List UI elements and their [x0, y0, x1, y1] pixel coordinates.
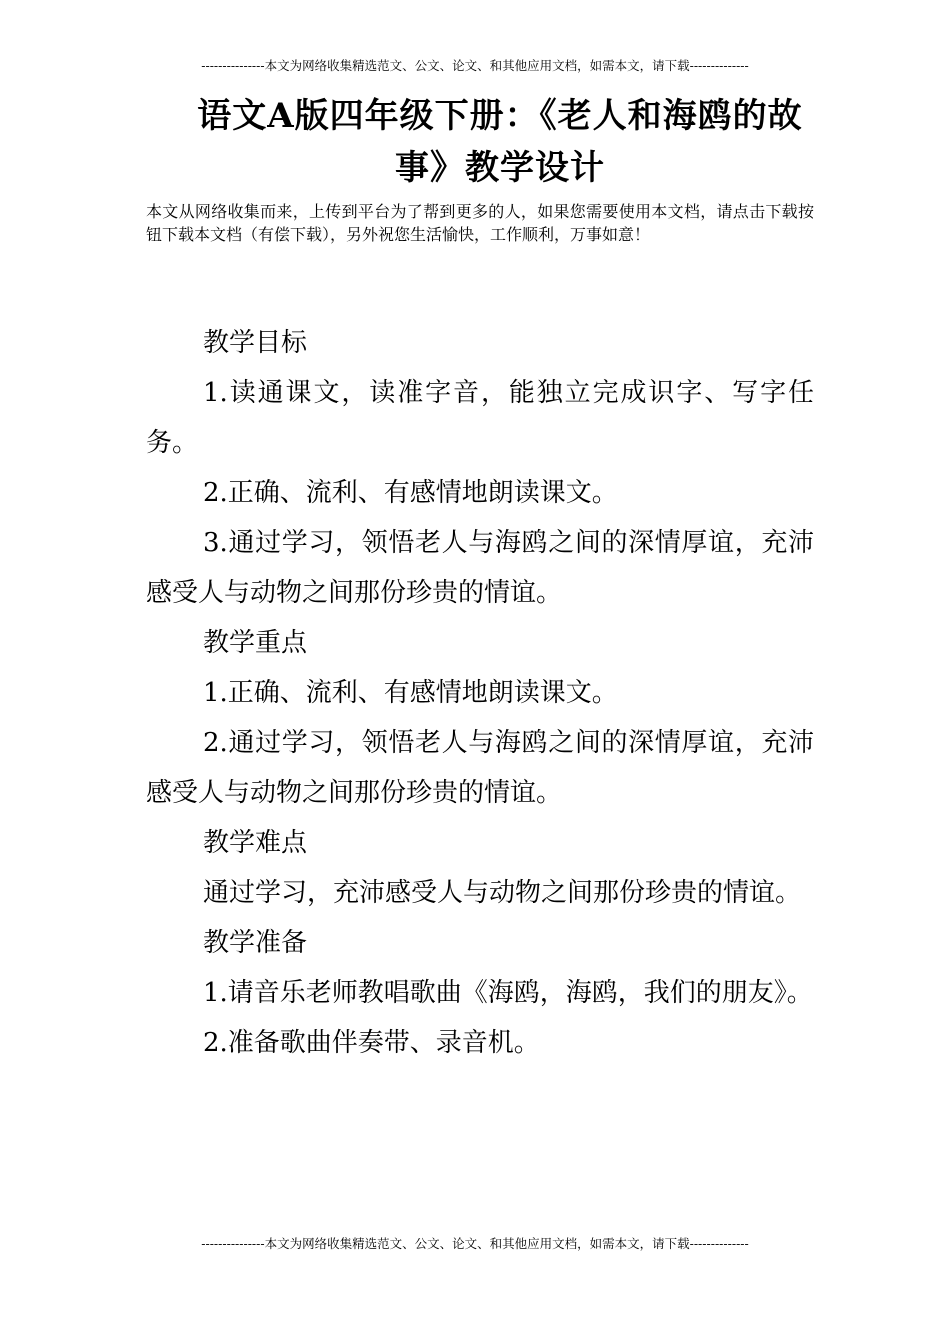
paragraph: 3.通过学习，领悟老人与海鸥之间的深情厚谊，充沛感受人与动物之间那份珍贵的情谊。	[146, 528, 814, 608]
section-heading-key-points: 教学重点	[203, 628, 308, 658]
section-heading-objectives: 教学目标	[203, 328, 308, 358]
document-title	[140, 90, 860, 194]
title-line-2: 事》教学设计	[395, 148, 605, 188]
paragraph: 2.正确、流利、有感情地朗读课文。	[203, 478, 618, 508]
paragraph: 通过学习，充沛感受人与动物之间那份珍贵的情谊。	[203, 878, 802, 908]
paragraph: 1.请音乐老师教唱歌曲《海鸥，海鸥，我们的朋友》。	[203, 978, 813, 1008]
header-banner: ---------------本文为网络收集精选范文、公文、论文、和其他应用文档，如需本文，请下载--------------	[201, 58, 749, 73]
paragraph: 2.通过学习，领悟老人与海鸥之间的深情厚谊，充沛感受人与动物之间那份珍贵的情谊。	[146, 728, 814, 808]
paragraph: 2.准备歌曲伴奏带、录音机。	[203, 1028, 540, 1058]
section-heading-preparation: 教学准备	[203, 928, 308, 958]
paragraph: 1.正确、流利、有感情地朗读课文。	[203, 678, 618, 708]
intro-notice: 本文从网络收集而来，上传到平台为了帮到更多的人，如果您需要使用本文档，请点击下载按钮下载本文档（有偿下载），另外祝您生活愉快，工作顺利，万事如意！	[146, 202, 814, 244]
section-heading-difficulties: 教学难点	[203, 828, 308, 858]
title-line-1: 语文A版四年级下册：《老人和海鸥的故	[197, 96, 803, 136]
footer-banner: ---------------本文为网络收集精选范文、公文、论文、和其他应用文档，如需本文，请下载--------------	[201, 1236, 749, 1251]
document-body	[146, 318, 814, 1068]
paragraph: 1.读通课文，读准字音，能独立完成识字、写字任务。	[146, 378, 814, 458]
